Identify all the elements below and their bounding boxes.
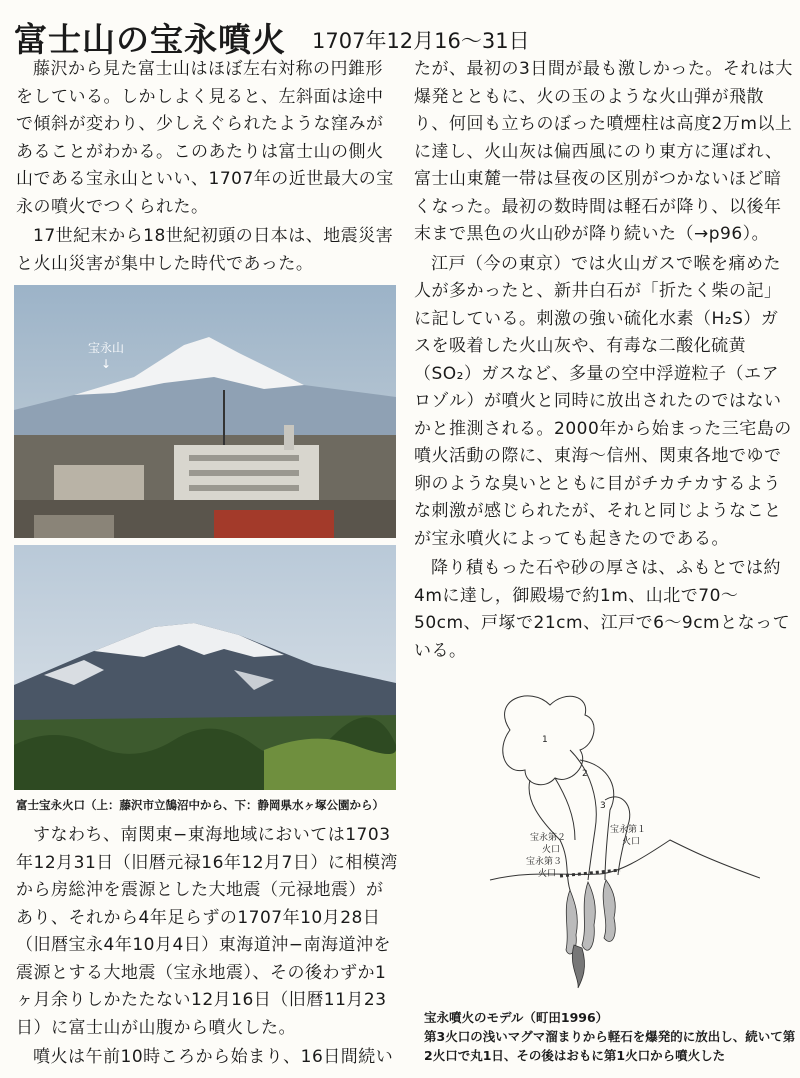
down-arrow-icon: ↓ — [100, 357, 112, 371]
left-column-top — [16, 56, 398, 280]
photo-caption: 富士宝永火口（上：藤沢市立鵠沼中から、下：静岡県水ヶ塚公園から） — [16, 798, 384, 812]
paragraph: 噴火は午前10時ころから始まり、16日間続い — [33, 1047, 394, 1067]
crater-1-label: 宝永第１ — [610, 825, 647, 835]
eruption-model-diagram — [470, 690, 760, 990]
diagram-caption-body: 第3火口の浅いマグマ溜まりから軽石を爆発的に放出し、続いて第2火口で丸1日、その後はおもに第1火口から噴火した — [424, 1029, 796, 1063]
paragraph: 17世紀末から18世紀初頭の日本は、地震災害と火山災害が集中した時代であった。 — [16, 226, 394, 274]
right-column — [414, 56, 794, 667]
paragraph: 江戸（今の東京）では火山ガスで喉を痛めた人が多かったと、新井白石が「折たく柴の記」に記している。刺激の強い硫化水素（H₂S）ガスを吸着した火山灰や、有毒な二酸化硫黄（SO₂）ガスなど、多量の空中浮遊粒子（エアロゾル）が噴火と同時に放出されたのではないかと推測される。2000年から始まった三宅島の噴火活動の際に、東海〜信州、関東各地でゆで卵のような臭いとともに目がチカチカするような刺激が感じられたが、それと同じようなことが宝永噴火によっても起きたのである。 — [414, 253, 792, 549]
paragraph: すなわち、南関東−東海地域においては1703年12月31日（旧暦元禄16年12月7日）に相模湾から房総沖を震源とした大地震（元禄地震）があり、それから4年足らずの1707年10月28日（旧暦宝永4年10月4日）東海道沖−南海道沖を震源とする大地震（宝永地震）、その後わずか1ヶ月余りしかたたない12月16日（旧暦11月23日）に富士山が山腹から噴火した。 — [16, 825, 398, 1038]
hoei-san-text: 宝永山 — [88, 341, 125, 355]
paragraph: 降り積もった石や砂の厚さは、ふもとでは約4mに達し，御殿場で約1m、山北で70〜50cm、戸塚で21cm、江戸で6〜9cmとなっている。 — [414, 558, 791, 661]
eruption-dates: 1707年12月16〜31日 — [312, 29, 530, 53]
diagram-caption — [424, 1008, 796, 1065]
hoei-san-label — [88, 340, 124, 372]
photo-fuji-from-mizugatsuka — [14, 545, 396, 790]
crater-1-label-b: 火口 — [622, 837, 641, 847]
left-column-bottom — [16, 822, 398, 1074]
title-row — [14, 8, 530, 58]
paragraph: 藤沢から見た富士山はほぼ左右対称の円錐形をしている。しかしよく見ると、左斜面は途中で傾斜が変わり、少しえぐられたような窪みがあることがわかる。このあたりは富士山の側火山である宝永山といい、1707年の近世最大の宝永の噴火でつくられた。 — [16, 59, 394, 217]
photo-fuji-from-fujisawa — [14, 285, 396, 538]
diagram-caption-title: 宝永噴火のモデル（町田1996） — [424, 1010, 609, 1025]
crater-2-label-b: 火口 — [542, 845, 561, 855]
plume-number-1: 1 — [542, 735, 548, 745]
page-title: 富士山の宝永噴火 — [14, 20, 286, 59]
plume-number-2: 2 — [582, 769, 588, 779]
paragraph: たが、最初の3日間が最も激しかった。それは大爆発とともに、火の玉のような火山弾が飛散り、何回も立ちのぼった噴煙柱は高度2万m以上に達し、火山灰は偏西風にのり東方に運ばれ、富士山東麓一帯は昼夜の区別がつかないほど暗くなった。最初の数時間は軽石が降り、以後年末まで黒色の火山砂が降り続いた（→p96）。 — [414, 59, 793, 244]
crater-3-label-b: 火口 — [538, 869, 557, 879]
crater-2-label: 宝永第２ — [530, 833, 567, 843]
plume-number-3: 3 — [600, 801, 606, 811]
crater-3-label: 宝永第３ — [526, 857, 563, 867]
